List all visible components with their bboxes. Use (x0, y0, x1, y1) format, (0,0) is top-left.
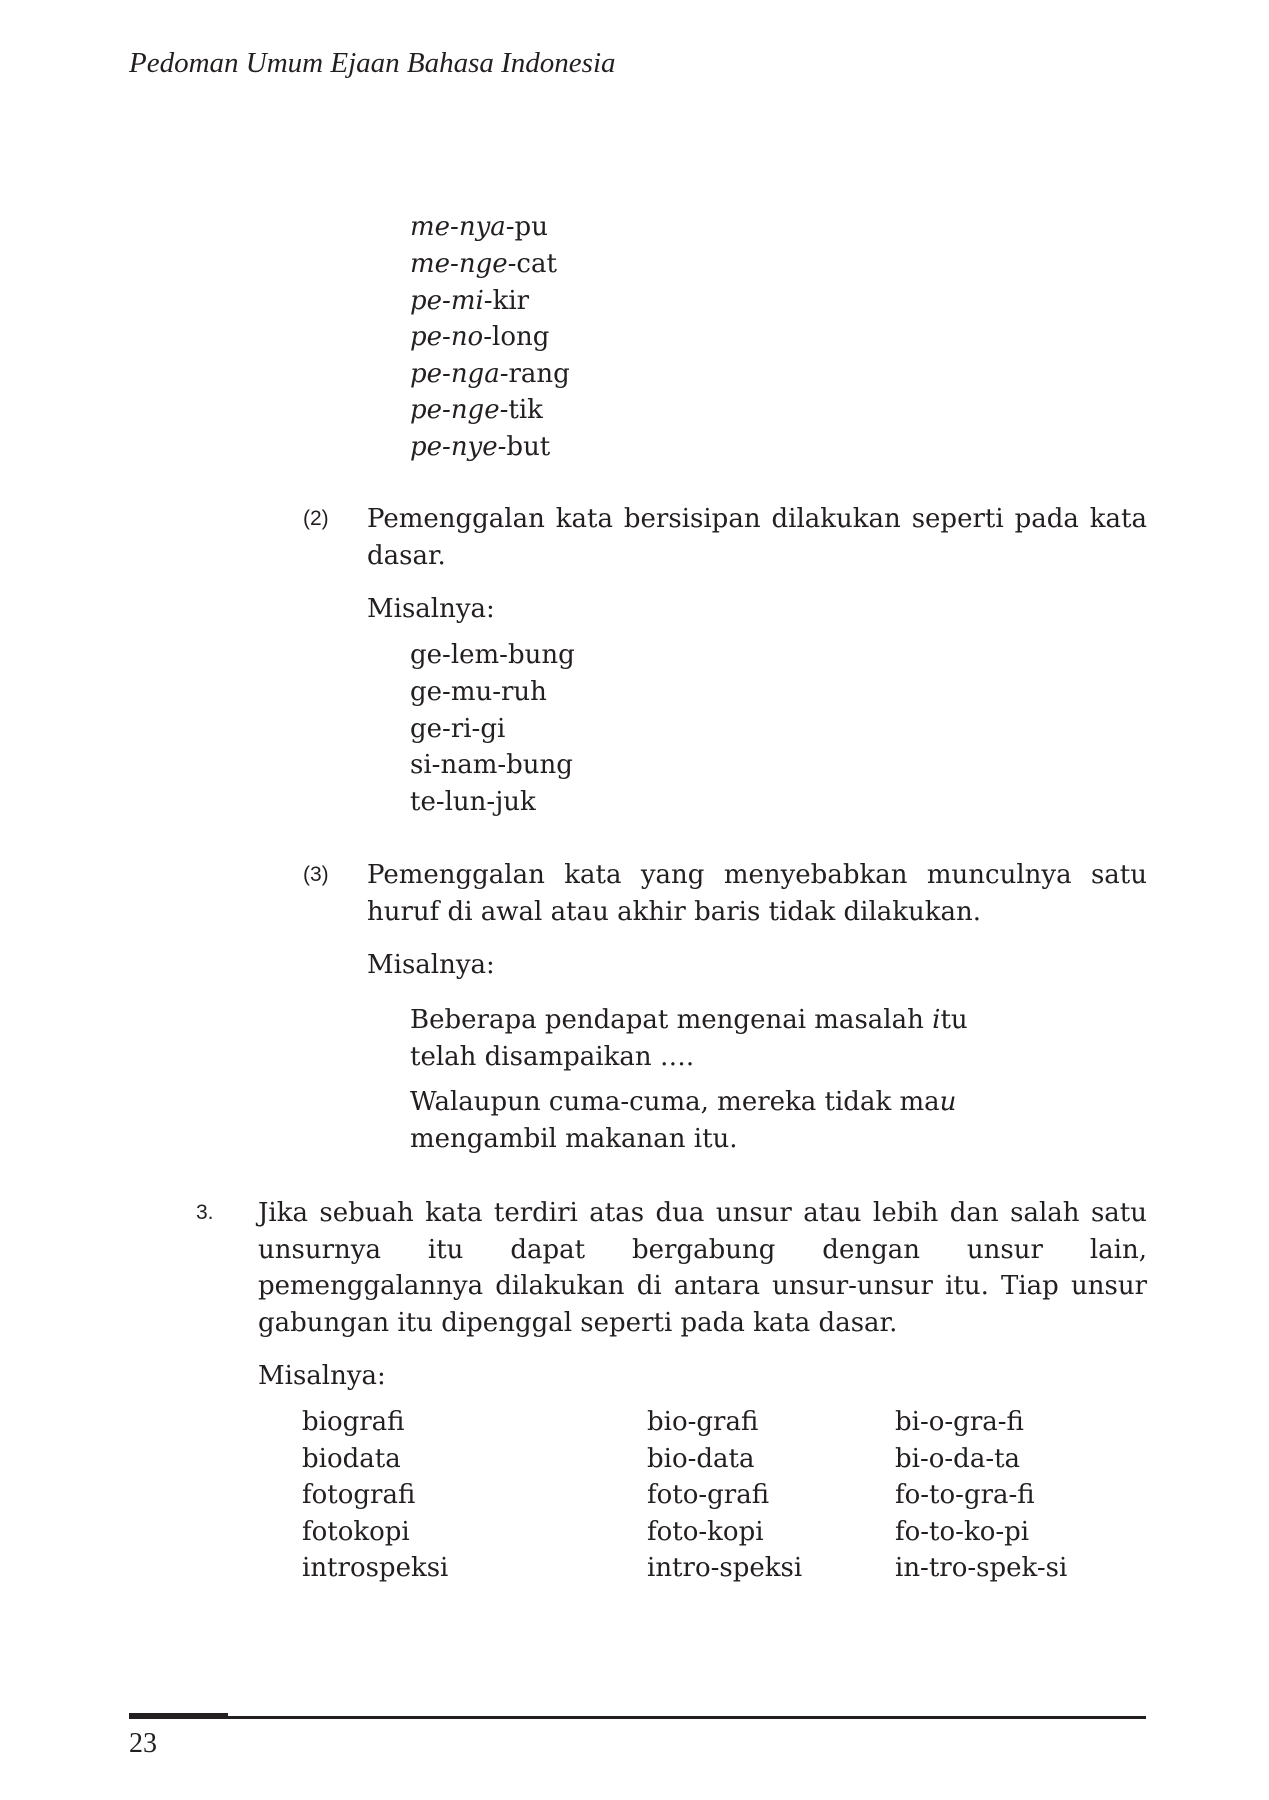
example-label: Misalnya: (367, 594, 495, 624)
plain-part: pu (514, 212, 548, 242)
italic-letter: i (932, 1005, 941, 1035)
italic-letter: u (939, 1087, 957, 1117)
italic-part: pe-nge- (410, 395, 509, 425)
table-cell: bi-o-da-ta (895, 1444, 1021, 1474)
text-part: tu (940, 1005, 968, 1035)
italic-part: pe-nye- (410, 432, 507, 462)
list-item (410, 319, 549, 355)
table-cell: biografi (302, 1407, 405, 1437)
plain-part: rang (508, 359, 570, 389)
footer-rule (129, 1716, 1146, 1719)
list-item (410, 392, 543, 428)
table-cell: in-tro-spek-si (895, 1553, 1068, 1583)
point-text: Jika sebuah kata terdiri atas dua unsur atau lebih dan salah satu unsurnya itu dapat bergabung dengan unsur lain, pemenggalannya dilakukan di antara unsur-unsur itu. Tiap unsur gabungan itu dipenggal seperti pada kata dasar. (258, 1198, 1147, 1338)
list-item: te-lun-juk (410, 787, 536, 817)
example-line (410, 1002, 968, 1038)
example-label: Misalnya: (367, 950, 495, 980)
item-marker: (3) (303, 863, 329, 886)
list-item: si-nam-bung (410, 750, 573, 780)
table-cell: bi-o-gra-fi (895, 1407, 1024, 1437)
list-item (410, 429, 550, 465)
italic-part: pe-mi- (410, 286, 493, 316)
text-part: Beberapa pendapat mengenai masalah (410, 1005, 933, 1035)
list-item (410, 356, 570, 392)
plain-part: tik (508, 395, 543, 425)
list-item: ge-mu-ruh (410, 677, 547, 707)
table-cell: fo-to-ko-pi (895, 1517, 1030, 1547)
example-label: Misalnya: (258, 1361, 386, 1391)
text-part: Walaupun cuma-cuma, mereka tidak ma (410, 1087, 940, 1117)
list-item (410, 283, 529, 319)
table-cell: foto-grafi (647, 1480, 770, 1510)
list-item: ge-lem-bung (410, 640, 575, 670)
table-cell: bio-data (647, 1444, 755, 1474)
point-marker: 3. (196, 1201, 214, 1224)
item-text: Pemenggalan kata bersisipan dilakukan seperti pada kata dasar. (367, 504, 1147, 571)
item-text: Pemenggalan kata yang menyebabkan munculnya satu huruf di awal atau akhir baris tidak dilakukan. (367, 860, 1147, 927)
italic-part: me-nya- (410, 212, 515, 242)
plain-part: long (492, 322, 550, 352)
plain-part: cat (516, 249, 557, 279)
page-number: 23 (129, 1728, 157, 1759)
plain-part: kir (492, 286, 530, 316)
example-line (410, 1084, 956, 1120)
item-marker: (2) (303, 507, 329, 530)
italic-part: me-nge- (410, 249, 517, 279)
footer-rule-accent (129, 1713, 228, 1719)
table-cell: introspeksi (302, 1553, 449, 1583)
list-item: ge-ri-gi (410, 714, 506, 744)
italic-part: pe-nga- (410, 359, 509, 389)
table-cell: fotografi (302, 1480, 416, 1510)
table-cell: intro-speksi (647, 1553, 803, 1583)
example-line: mengambil makanan itu. (410, 1124, 738, 1154)
plain-part: but (506, 432, 551, 462)
example-line: telah disampaikan …. (410, 1042, 695, 1072)
table-cell: foto-kopi (647, 1517, 764, 1547)
list-item (410, 246, 557, 282)
list-item (410, 209, 548, 245)
table-cell: fotokopi (302, 1517, 410, 1547)
running-header: Pedoman Umum Ejaan Bahasa Indonesia (129, 47, 616, 79)
table-cell: bio-grafi (647, 1407, 759, 1437)
table-cell: biodata (302, 1444, 401, 1474)
table-cell: fo-to-gra-fi (895, 1480, 1035, 1510)
italic-part: pe-no- (410, 322, 492, 352)
